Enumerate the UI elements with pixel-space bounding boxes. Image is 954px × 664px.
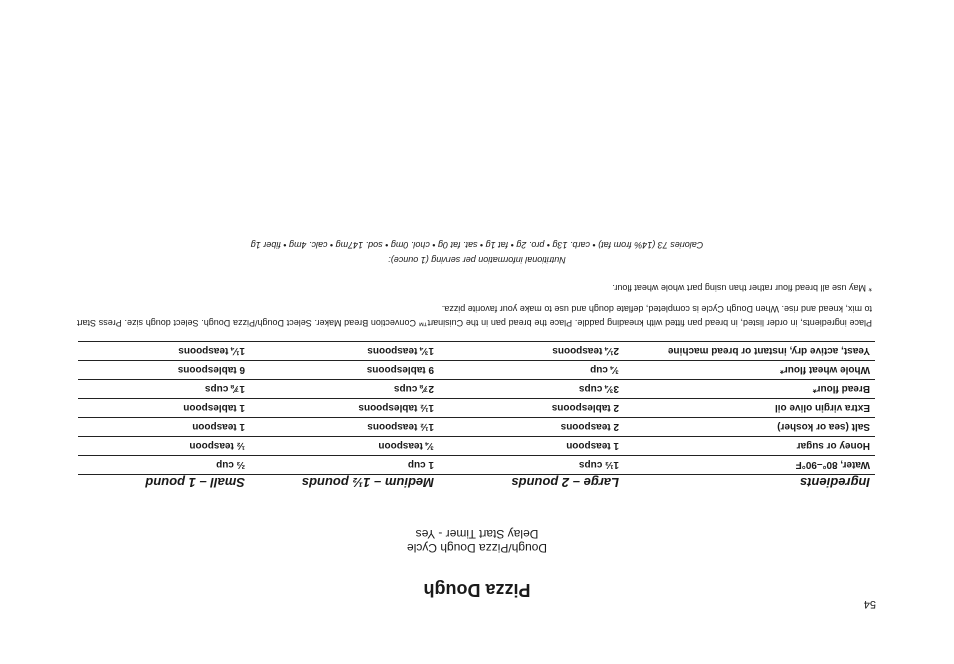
- amount-medium: 1¾ teaspoons: [250, 342, 439, 361]
- amount-large: 2 teaspoons: [439, 418, 624, 437]
- amount-small: ⅔ cup: [78, 456, 250, 475]
- ingredient-name: Yeast, active dry, instant or bread machine: [624, 342, 875, 361]
- instructions-paragraph: Place ingredients, in order listed, in bread pan fitted with kneading paddle. Place the bread pan in the Cuisinart™ Convection Bread Maker. Select Dough/Pizza Dough. Select dough size. Press Start to mix, knead and rise. When Dough Cycle is completed, deflate dough and use to make your favorite pizza.: [77, 304, 872, 328]
- table-row: [78, 418, 875, 437]
- header-large: Large – 2 pounds: [439, 475, 624, 496]
- amount-large: ¾ cup: [439, 361, 624, 380]
- amount-medium: 1½ teaspoons: [250, 418, 439, 437]
- dough-cycle-label: Dough/Pizza Dough Cycle: [406, 541, 548, 555]
- table-row: [78, 456, 875, 475]
- table-row: [78, 399, 875, 418]
- ingredient-name: Salt (sea or kosher): [624, 418, 875, 437]
- amount-large: 1 teaspoon: [439, 437, 624, 456]
- page-number: 54: [863, 598, 876, 610]
- nutrition-heading: Nutritional information per serving (1 ounce):: [388, 255, 566, 265]
- table-header-row: [78, 475, 875, 496]
- ingredient-name: Extra virgin olive oil: [624, 399, 875, 418]
- amount-small: 6 tablespoons: [78, 361, 250, 380]
- header-ingredients: Ingredients: [624, 475, 875, 496]
- amount-large: 2 tablespoons: [439, 399, 624, 418]
- amount-small: 1⅞ cups: [78, 380, 250, 399]
- table-row: [78, 437, 875, 456]
- ingredient-name: Water, 80°–90°F: [624, 456, 875, 475]
- recipe-title: Pizza Dough: [423, 580, 531, 600]
- amount-medium: 1½ tablespoons: [250, 399, 439, 418]
- amount-large: 3¾ cups: [439, 380, 624, 399]
- amount-large: 2¼ teaspoons: [439, 342, 624, 361]
- amount-large: 1⅓ cups: [439, 456, 624, 475]
- ingredients-table: [78, 341, 875, 495]
- table-row: [78, 361, 875, 380]
- table-row: [78, 380, 875, 399]
- nutrition-facts: Calories 73 (14% from fat) • carb. 13g • pro. 2g • fat 1g • sat. fat 0g • chol. 0mg • sod. 147mg • calc. 4mg • fiber 1g: [250, 240, 704, 250]
- flour-footnote: * May use all bread flour rather than using part whole wheat flour.: [612, 283, 872, 293]
- amount-small: ½ teaspoon: [78, 437, 250, 456]
- amount-medium: 2⅞ cups: [250, 380, 439, 399]
- amount-small: 1 teaspoon: [78, 418, 250, 437]
- ingredient-name: Honey or sugar: [624, 437, 875, 456]
- amount-medium: 1 cup: [250, 456, 439, 475]
- header-medium: Medium – 1½ pounds: [250, 475, 439, 496]
- delay-timer-label: Delay Start Timer - Yes: [415, 527, 539, 541]
- amount-medium: 9 tablespoons: [250, 361, 439, 380]
- header-small: Small – 1 pound: [78, 475, 250, 496]
- amount-medium: ¾ teaspoon: [250, 437, 439, 456]
- amount-small: 1¼ teaspoons: [78, 342, 250, 361]
- table-row: [78, 342, 875, 361]
- ingredient-name: Bread flour*: [624, 380, 875, 399]
- ingredient-name: Whole wheat flour*: [624, 361, 875, 380]
- amount-small: 1 tablespoon: [78, 399, 250, 418]
